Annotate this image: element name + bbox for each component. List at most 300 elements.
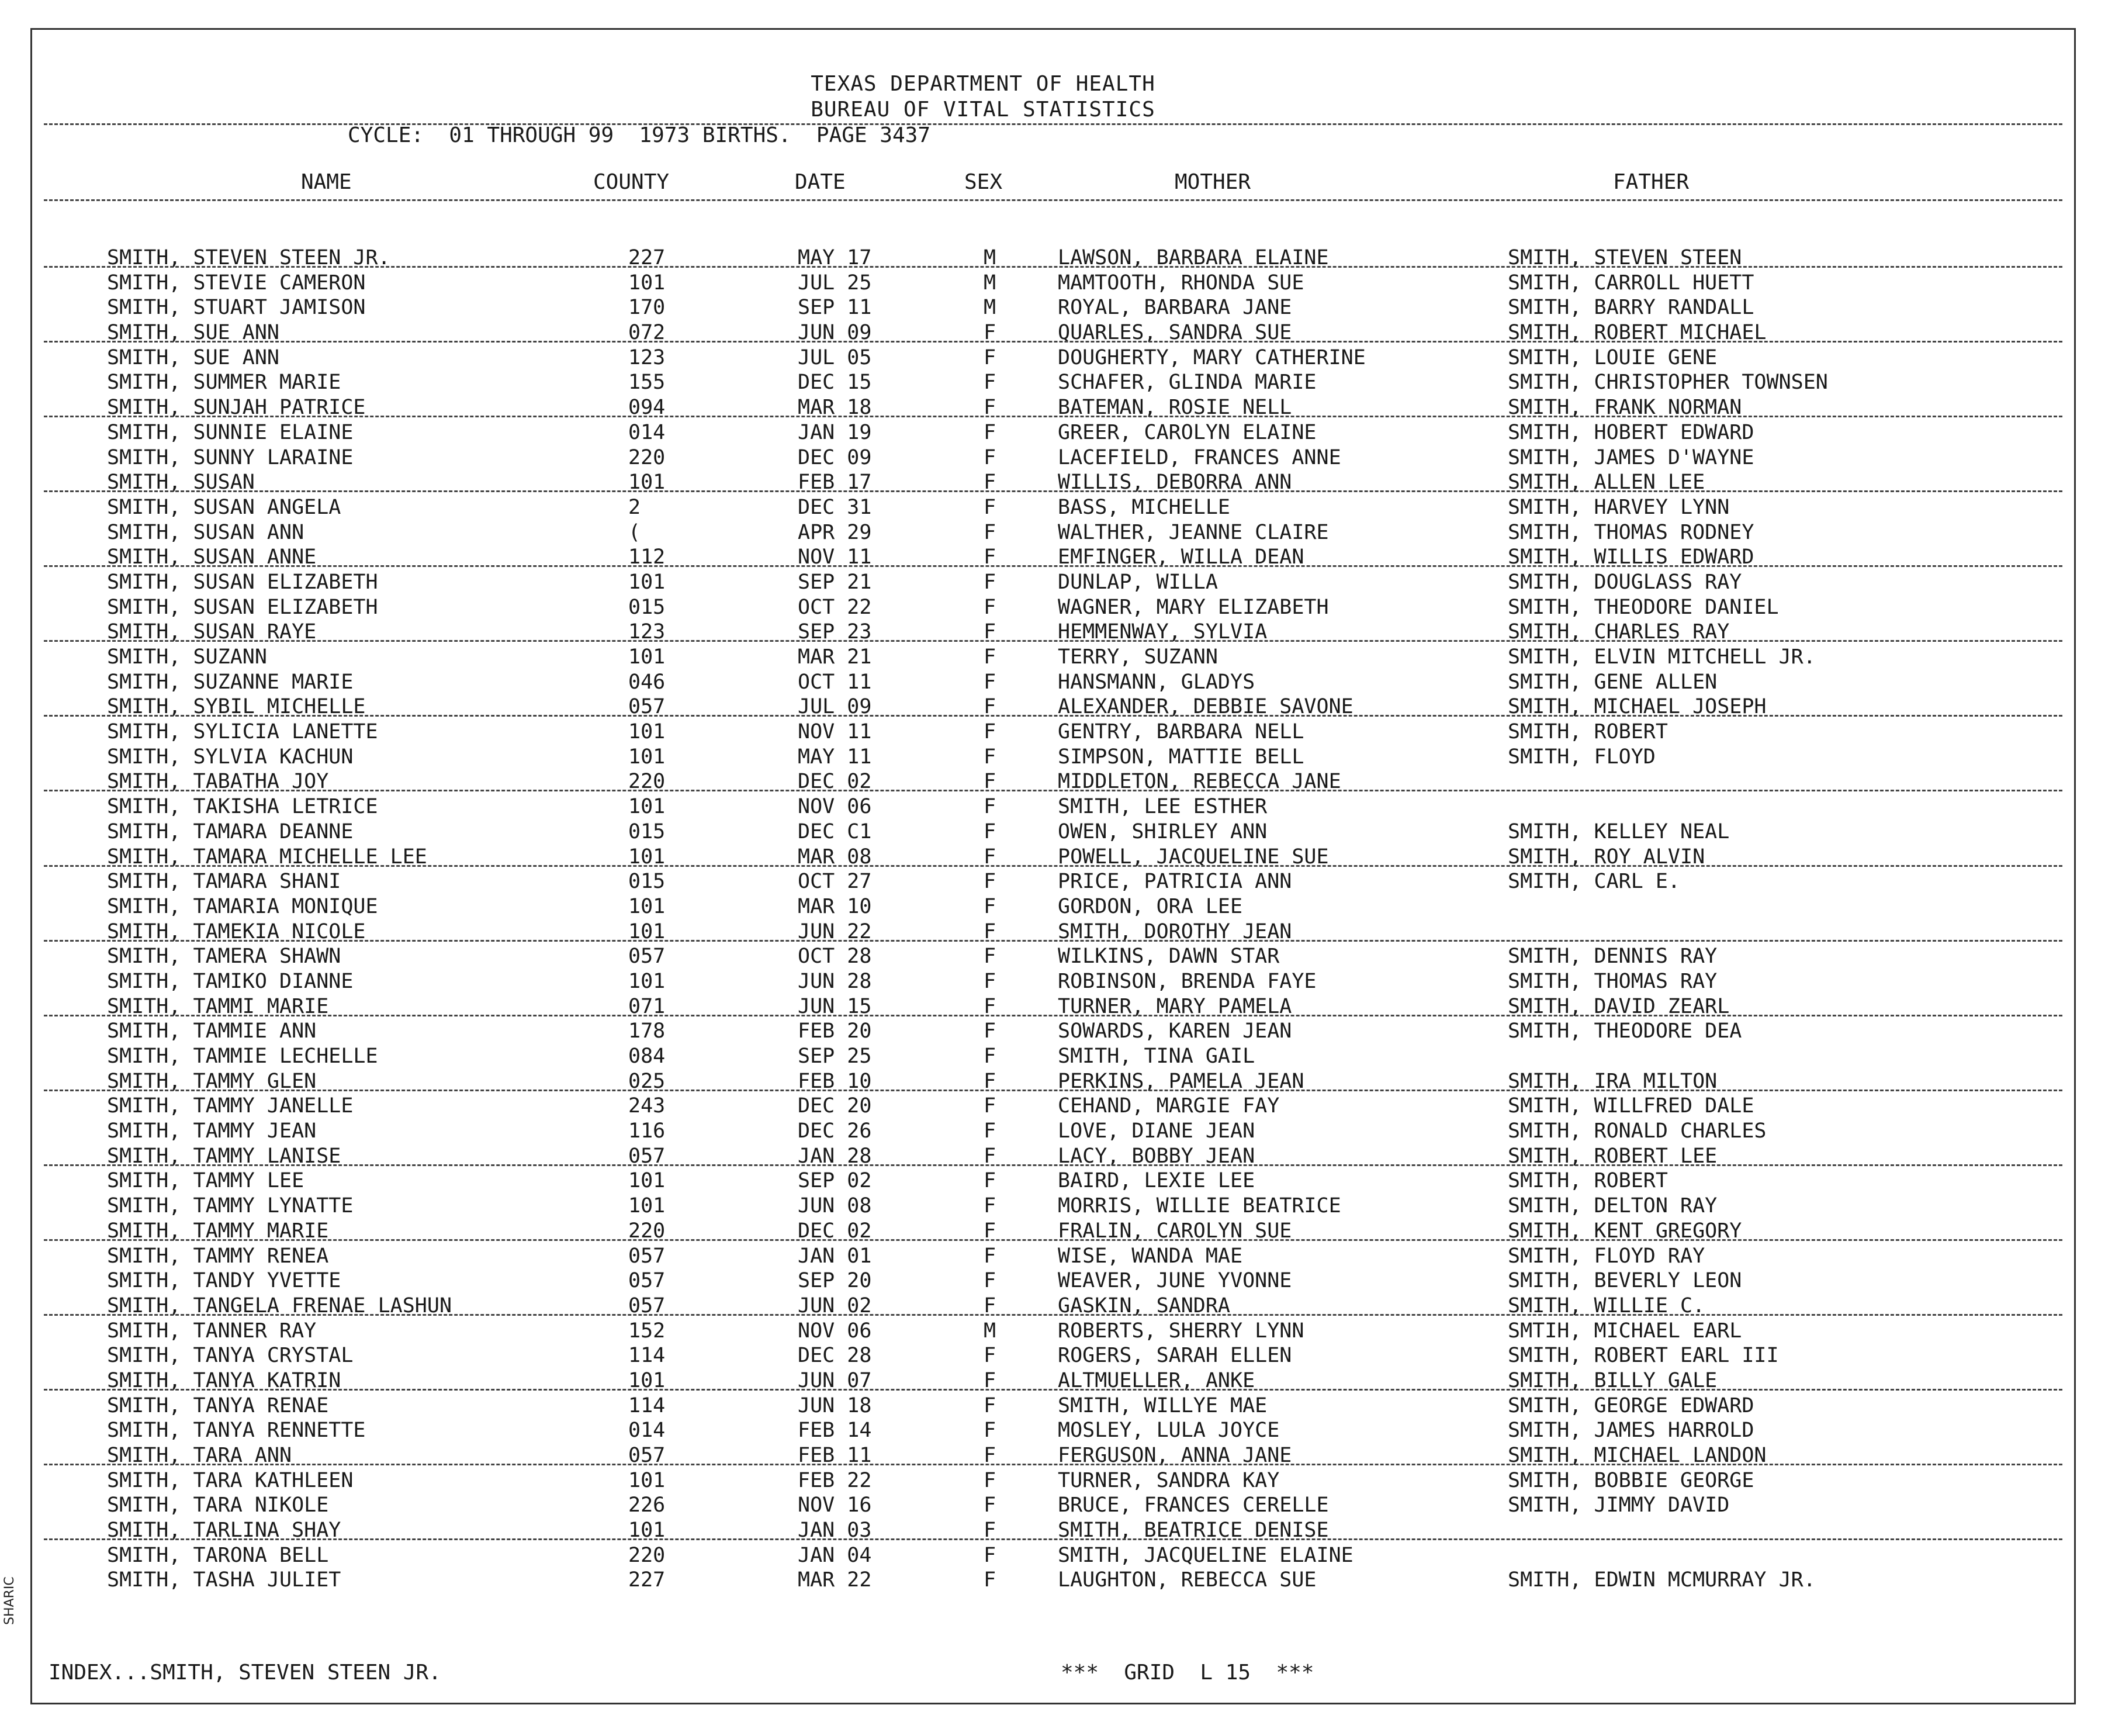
cell-date: FEB 20	[798, 1019, 872, 1043]
cell-sex: F	[984, 1419, 996, 1443]
cell-county: 101	[628, 570, 666, 594]
table-row	[32, 1294, 2074, 1319]
cell-father: SMITH, LOUIE GENE	[1508, 345, 1718, 369]
cell-name: SMITH, TAMERA SHAWN	[107, 945, 341, 969]
cell-mother: TURNER, MARY PAMELA	[1058, 994, 1292, 1018]
cell-mother: GREER, CAROLYN ELAINE	[1058, 420, 1317, 444]
cell-sex: F	[984, 595, 996, 619]
cell-sex: F	[984, 845, 996, 869]
cell-mother: CEHAND, MARGIE FAY	[1058, 1094, 1280, 1118]
cell-father: SMITH, FLOYD	[1508, 745, 1656, 769]
cell-sex: F	[984, 1194, 996, 1218]
table-row	[32, 1419, 2074, 1444]
table-row	[32, 271, 2074, 296]
cell-sex: F	[984, 495, 996, 519]
cell-date: JAN 03	[798, 1519, 872, 1543]
cell-mother: GASKIN, SANDRA	[1058, 1294, 1231, 1317]
cell-mother: MORRIS, WILLIE BEATRICE	[1058, 1194, 1341, 1218]
cell-father: SMITH, DAVID ZEARL	[1508, 994, 1730, 1018]
cell-date: JAN 01	[798, 1244, 872, 1268]
cell-name: SMITH, SUZANNE MARIE	[107, 670, 354, 694]
cell-mother: BASS, MICHELLE	[1058, 495, 1231, 519]
cell-sex: F	[984, 919, 996, 943]
cell-sex: F	[984, 1069, 996, 1093]
cell-mother: LAUGHTON, REBECCA SUE	[1058, 1568, 1317, 1592]
cell-county: (	[628, 520, 641, 544]
cell-father: SMITH, DENNIS RAY	[1508, 945, 1718, 969]
cell-date: NOV 06	[798, 1319, 872, 1343]
cell-name: SMITH, SUSAN ANN	[107, 520, 304, 544]
cell-county: 015	[628, 595, 666, 619]
cell-mother: FRALIN, CAROLYN SUE	[1058, 1219, 1292, 1243]
cell-sex: M	[984, 1319, 996, 1343]
cell-county: 155	[628, 371, 666, 395]
cell-mother: PRICE, PATRICIA ANN	[1058, 870, 1292, 894]
cell-sex: F	[984, 1368, 996, 1392]
cell-father: SMITH, WILLFRED DALE	[1508, 1094, 1754, 1118]
cell-mother: MIDDLETON, REBECCA JANE	[1058, 770, 1341, 794]
cell-name: SMITH, STUART JAMISON	[107, 296, 366, 320]
column-header-father: FATHER	[1613, 170, 1690, 194]
cell-date: FEB 14	[798, 1419, 872, 1443]
cell-date: NOV 06	[798, 795, 872, 819]
cell-father: SMITH, JAMES D'WAYNE	[1508, 445, 1754, 469]
cell-name: SMITH, TARA ANN	[107, 1444, 292, 1467]
cell-date: JUL 05	[798, 345, 872, 369]
cell-sex: F	[984, 870, 996, 894]
cell-father: SMITH, STEVEN STEEN	[1508, 246, 1742, 269]
record-sheet	[30, 28, 2076, 1704]
table-row	[32, 596, 2074, 621]
cell-sex: F	[984, 471, 996, 494]
cell-date: JAN 19	[798, 420, 872, 444]
cell-date: MAY 11	[798, 745, 872, 769]
cell-date: DEC 02	[798, 1219, 872, 1243]
cell-county: 101	[628, 1519, 666, 1543]
cell-sex: F	[984, 396, 996, 420]
cell-sex: F	[984, 1444, 996, 1467]
cell-date: JUL 09	[798, 695, 872, 719]
bureau-title: BUREAU OF VITAL STATISTICS	[811, 98, 1155, 122]
cell-county: 227	[628, 246, 666, 269]
table-row	[32, 870, 2074, 895]
table-row	[32, 1194, 2074, 1219]
cell-county: 101	[628, 795, 666, 819]
cell-county: 101	[628, 969, 666, 993]
cell-name: SMITH, TABATHA JOY	[107, 770, 329, 794]
cell-father: SMITH, BILLY GALE	[1508, 1368, 1718, 1392]
cycle-line: CYCLE: 01 THROUGH 99 1973 BIRTHS. PAGE 3437	[348, 123, 930, 147]
cell-name: SMITH, TARA NIKOLE	[107, 1493, 329, 1517]
cell-mother: PERKINS, PAMELA JEAN	[1058, 1069, 1304, 1093]
cell-mother: WALTHER, JEANNE CLAIRE	[1058, 520, 1329, 544]
cell-county: 114	[628, 1393, 666, 1417]
table-row	[32, 970, 2074, 995]
column-header-name: NAME	[301, 170, 352, 194]
cell-name: SMITH, SUSAN ELIZABETH	[107, 570, 378, 594]
table-row	[32, 795, 2074, 820]
cell-county: 057	[628, 1244, 666, 1268]
cell-name: SMITH, TAMARA SHANI	[107, 870, 341, 894]
cell-county: 116	[628, 1119, 666, 1143]
cell-date: FEB 10	[798, 1069, 872, 1093]
cell-date: MAY 17	[798, 246, 872, 269]
cell-mother: ROBERTS, SHERRY LYNN	[1058, 1319, 1304, 1343]
cell-county: 057	[628, 945, 666, 969]
cell-mother: BATEMAN, ROSIE NELL	[1058, 396, 1292, 420]
table-row	[32, 745, 2074, 770]
table-row	[32, 1019, 2074, 1045]
cell-sex: F	[984, 670, 996, 694]
cell-sex: F	[984, 1543, 996, 1567]
cell-date: SEP 20	[798, 1269, 872, 1293]
table-row	[32, 1269, 2074, 1294]
cell-county: 227	[628, 1568, 666, 1592]
cell-mother: LAWSON, BARBARA ELAINE	[1058, 246, 1329, 269]
cell-date: JUN 02	[798, 1294, 872, 1317]
cell-mother: SMITH, DOROTHY JEAN	[1058, 919, 1292, 943]
cell-father: SMITH, GENE ALLEN	[1508, 670, 1718, 694]
cell-county: 084	[628, 1045, 666, 1068]
table-row	[32, 820, 2074, 845]
cell-mother: TURNER, SANDRA KAY	[1058, 1468, 1280, 1492]
cell-sex: F	[984, 520, 996, 544]
table-row	[32, 695, 2074, 720]
table-row	[32, 1469, 2074, 1494]
cell-sex: F	[984, 1568, 996, 1592]
column-header-date: DATE	[795, 170, 846, 194]
cell-name: SMITH, TAMMY LEE	[107, 1169, 304, 1193]
cell-father: SMITH, KELLEY NEAL	[1508, 819, 1730, 843]
table-row	[32, 1094, 2074, 1119]
cell-date: JUN 08	[798, 1194, 872, 1218]
cell-mother: SMITH, BEATRICE DENISE	[1058, 1519, 1329, 1543]
cell-mother: WISE, WANDA MAE	[1058, 1244, 1243, 1268]
cell-name: SMITH, SYBIL MICHELLE	[107, 695, 366, 719]
table-row	[32, 920, 2074, 945]
cell-county: 101	[628, 1368, 666, 1392]
cell-sex: F	[984, 745, 996, 769]
cell-mother: WILKINS, DAWN STAR	[1058, 945, 1280, 969]
cell-name: SMITH, SUZANN	[107, 645, 267, 669]
cell-father: SMITH, EDWIN MCMURRAY JR.	[1508, 1568, 1816, 1592]
cell-name: SMITH, TAMARA DEANNE	[107, 819, 354, 843]
cell-name: SMITH, SUE ANN	[107, 321, 280, 345]
table-row	[32, 246, 2074, 271]
cell-mother: ROGERS, SARAH ELLEN	[1058, 1344, 1292, 1368]
cell-mother: WEAVER, JUNE YVONNE	[1058, 1269, 1292, 1293]
cell-sex: F	[984, 1393, 996, 1417]
table-row	[32, 296, 2074, 321]
cell-sex: F	[984, 445, 996, 469]
table-row	[32, 1544, 2074, 1569]
cell-date: JUN 18	[798, 1393, 872, 1417]
cell-name: SMITH, TAMARA MICHELLE LEE	[107, 845, 427, 869]
cell-sex: F	[984, 1169, 996, 1193]
table-row	[32, 1319, 2074, 1344]
cell-name: SMITH, TAMMY JANELLE	[107, 1094, 354, 1118]
cell-father: SMITH, ROBERT LEE	[1508, 1144, 1718, 1168]
cell-father: SMITH, DELTON RAY	[1508, 1194, 1718, 1218]
cell-name: SMITH, TARONA BELL	[107, 1543, 329, 1567]
cell-county: 014	[628, 420, 666, 444]
cell-date: FEB 17	[798, 471, 872, 494]
cell-sex: F	[984, 1519, 996, 1543]
cell-date: DEC 09	[798, 445, 872, 469]
cell-date: JUN 22	[798, 919, 872, 943]
cell-father: SMITH, THEODORE DANIEL	[1508, 595, 1779, 619]
column-header-mother: MOTHER	[1175, 170, 1251, 194]
cell-father: SMITH, DOUGLASS RAY	[1508, 570, 1742, 594]
cell-mother: WAGNER, MARY ELIZABETH	[1058, 595, 1329, 619]
cell-date: MAR 22	[798, 1568, 872, 1592]
margin-tag: SHARIC	[2, 1576, 17, 1625]
cell-county: 057	[628, 695, 666, 719]
cell-father: SMITH, ROY ALVIN	[1508, 845, 1705, 869]
cell-name: SMITH, TANYA RENNETTE	[107, 1419, 366, 1443]
cell-date: JUL 25	[798, 271, 872, 295]
cell-name: SMITH, SYLICIA LANETTE	[107, 720, 378, 744]
cell-date: OCT 11	[798, 670, 872, 694]
cell-county: 015	[628, 819, 666, 843]
cell-county: 114	[628, 1344, 666, 1368]
cell-name: SMITH, TAMARIA MONIQUE	[107, 894, 378, 918]
cell-mother: BRUCE, FRANCES CERELLE	[1058, 1493, 1329, 1517]
table-row	[32, 346, 2074, 371]
cell-father: SMITH, RONALD CHARLES	[1508, 1119, 1767, 1143]
cell-name: SMITH, TANNER RAY	[107, 1319, 317, 1343]
cell-sex: F	[984, 1144, 996, 1168]
cell-date: SEP 25	[798, 1045, 872, 1068]
department-title: TEXAS DEPARTMENT OF HEALTH	[811, 72, 1155, 96]
cell-mother: LACEFIELD, FRANCES ANNE	[1058, 445, 1341, 469]
cell-father: SMITH, BARRY RANDALL	[1508, 296, 1754, 320]
cell-father: SMITH, IRA MILTON	[1508, 1069, 1718, 1093]
table-row	[32, 995, 2074, 1020]
cell-father: SMITH, THOMAS RODNEY	[1508, 520, 1754, 544]
cell-date: JAN 28	[798, 1144, 872, 1168]
cell-mother: OWEN, SHIRLEY ANN	[1058, 819, 1268, 843]
cell-mother: ALTMUELLER, ANKE	[1058, 1368, 1255, 1392]
cell-date: SEP 21	[798, 570, 872, 594]
table-row	[32, 1219, 2074, 1244]
cell-name: SMITH, TAMMY LYNATTE	[107, 1194, 354, 1218]
cell-father: SMITH, CHARLES RAY	[1508, 620, 1730, 644]
cell-county: 101	[628, 845, 666, 869]
cell-date: FEB 11	[798, 1444, 872, 1467]
cell-sex: F	[984, 1294, 996, 1317]
cell-mother: TERRY, SUZANN	[1058, 645, 1218, 669]
cell-name: SMITH, SUNNY LARAINE	[107, 445, 354, 469]
cell-date: NOV 11	[798, 545, 872, 569]
cell-name: SMITH, SUMMER MARIE	[107, 371, 341, 395]
cell-father: SMITH, FLOYD RAY	[1508, 1244, 1705, 1268]
cell-mother: ROYAL, BARBARA JANE	[1058, 296, 1292, 320]
cell-sex: F	[984, 994, 996, 1018]
cell-county: 220	[628, 770, 666, 794]
cell-name: SMITH, TAMIKO DIANNE	[107, 969, 354, 993]
cell-date: MAR 21	[798, 645, 872, 669]
cell-sex: F	[984, 894, 996, 918]
cell-sex: F	[984, 819, 996, 843]
table-row	[32, 670, 2074, 696]
column-header-sex: SEX	[964, 170, 1003, 194]
cell-name: SMITH, TAMMIE ANN	[107, 1019, 317, 1043]
table-row	[32, 1119, 2074, 1144]
cell-name: SMITH, TARA KATHLEEN	[107, 1468, 354, 1492]
column-header-county: COUNTY	[593, 170, 670, 194]
cell-mother: DUNLAP, WILLA	[1058, 570, 1218, 594]
table-row	[32, 770, 2074, 795]
cell-mother: SMITH, WILLYE MAE	[1058, 1393, 1268, 1417]
cell-father: SMITH, CHRISTOPHER TOWNSEN	[1508, 371, 1828, 395]
cell-name: SMITH, TANDY YVETTE	[107, 1269, 341, 1293]
cell-county: 071	[628, 994, 666, 1018]
cell-name: SMITH, SUSAN RAYE	[107, 620, 317, 644]
cell-name: SMITH, TANYA CRYSTAL	[107, 1344, 354, 1368]
table-row	[32, 720, 2074, 745]
cell-sex: F	[984, 1119, 996, 1143]
cell-county: 243	[628, 1094, 666, 1118]
table-row	[32, 895, 2074, 920]
cell-mother: SIMPSON, MATTIE BELL	[1058, 745, 1304, 769]
cell-sex: F	[984, 371, 996, 395]
cell-county: 220	[628, 445, 666, 469]
cell-date: DEC 26	[798, 1119, 872, 1143]
cell-sex: F	[984, 1219, 996, 1243]
cell-father: SMITH, ELVIN MITCHELL JR.	[1508, 645, 1816, 669]
cell-father: SMITH, JAMES HARROLD	[1508, 1419, 1754, 1443]
cell-sex: F	[984, 770, 996, 794]
table-row	[32, 396, 2074, 421]
table-row	[32, 1070, 2074, 1095]
cell-father: SMITH, ROBERT EARL III	[1508, 1344, 1779, 1368]
cell-name: SMITH, TAMMY JEAN	[107, 1119, 317, 1143]
cell-sex: F	[984, 420, 996, 444]
cell-name: SMITH, SUSAN	[107, 471, 255, 494]
cell-county: 101	[628, 271, 666, 295]
cell-county: 014	[628, 1419, 666, 1443]
cell-father: SMITH, BEVERLY LEON	[1508, 1269, 1742, 1293]
cell-sex: F	[984, 321, 996, 345]
cell-name: SMITH, TAMMY GLEN	[107, 1069, 317, 1093]
cell-date: APR 29	[798, 520, 872, 544]
cell-name: SMITH, TASHA JULIET	[107, 1568, 341, 1592]
table-row	[32, 321, 2074, 346]
cell-county: 025	[628, 1069, 666, 1093]
table-row	[32, 1169, 2074, 1194]
cell-date: SEP 11	[798, 296, 872, 320]
cell-date: JUN 07	[798, 1368, 872, 1392]
cell-name: SMITH, SYLVIA KACHUN	[107, 745, 354, 769]
cell-date: DEC 28	[798, 1344, 872, 1368]
cell-county: 112	[628, 545, 666, 569]
cell-father: SMITH, ROBERT	[1508, 720, 1668, 744]
cell-county: 101	[628, 894, 666, 918]
cell-date: DEC C1	[798, 819, 872, 843]
cell-name: SMITH, TAMMY LANISE	[107, 1144, 341, 1168]
cell-county: 123	[628, 345, 666, 369]
cell-mother: ROBINSON, BRENDA FAYE	[1058, 969, 1317, 993]
cell-county: 057	[628, 1144, 666, 1168]
cell-name: SMITH, SUNJAH PATRICE	[107, 396, 366, 420]
cell-name: SMITH, STEVIE CAMERON	[107, 271, 366, 295]
cell-county: 152	[628, 1319, 666, 1343]
cell-date: MAR 10	[798, 894, 872, 918]
cell-name: SMITH, SUE ANN	[107, 345, 280, 369]
cell-father: SMITH, MICHAEL LANDON	[1508, 1444, 1767, 1467]
table-row	[32, 945, 2074, 970]
cell-name: SMITH, TAKISHA LETRICE	[107, 795, 378, 819]
table-row	[32, 496, 2074, 521]
cell-name: SMITH, STEVEN STEEN JR.	[107, 246, 390, 269]
cell-sex: F	[984, 620, 996, 644]
cell-county: 101	[628, 1194, 666, 1218]
index-footer: INDEX...SMITH, STEVEN STEEN JR.	[49, 1661, 441, 1685]
cell-county: 057	[628, 1269, 666, 1293]
cell-mother: SCHAFER, GLINDA MARIE	[1058, 371, 1317, 395]
cell-county: 101	[628, 919, 666, 943]
cell-sex: F	[984, 795, 996, 819]
cell-name: SMITH, SUNNIE ELAINE	[107, 420, 354, 444]
cell-county: 101	[628, 1169, 666, 1193]
cell-father: SMITH, KENT GREGORY	[1508, 1219, 1742, 1243]
table-row	[32, 545, 2074, 570]
cell-name: SMITH, TANYA KATRIN	[107, 1368, 341, 1392]
cell-sex: M	[984, 271, 996, 295]
table-row	[32, 1519, 2074, 1544]
cell-father: SMITH, THEODORE DEA	[1508, 1019, 1742, 1043]
grid-footer: *** GRID L 15 ***	[1061, 1661, 1314, 1685]
cell-sex: F	[984, 345, 996, 369]
table-row	[32, 371, 2074, 396]
cell-mother: SMITH, TINA GAIL	[1058, 1045, 1255, 1068]
cell-sex: F	[984, 1493, 996, 1517]
cell-name: SMITH, SUSAN ANGELA	[107, 495, 341, 519]
cell-name: SMITH, SUSAN ELIZABETH	[107, 595, 378, 619]
cell-date: JAN 04	[798, 1543, 872, 1567]
cell-father: SMITH, MICHAEL JOSEPH	[1508, 695, 1767, 719]
cell-name: SMITH, TAMMIE LECHELLE	[107, 1045, 378, 1068]
cell-date: MAR 08	[798, 845, 872, 869]
cell-father: SMITH, CARL E.	[1508, 870, 1681, 894]
cell-county: 2	[628, 495, 641, 519]
cell-father: SMITH, HARVEY LYNN	[1508, 495, 1730, 519]
cell-mother: DOUGHERTY, MARY CATHERINE	[1058, 345, 1366, 369]
cell-sex: F	[984, 1244, 996, 1268]
cell-sex: M	[984, 296, 996, 320]
cell-father: SMITH, CARROLL HUETT	[1508, 271, 1754, 295]
cell-mother: ALEXANDER, DEBBIE SAVONE	[1058, 695, 1353, 719]
table-row	[32, 1444, 2074, 1469]
cell-name: SMITH, SUSAN ANNE	[107, 545, 317, 569]
cell-county: 057	[628, 1444, 666, 1467]
cell-date: DEC 02	[798, 770, 872, 794]
cell-mother: BAIRD, LEXIE LEE	[1058, 1169, 1255, 1193]
cell-county: 057	[628, 1294, 666, 1317]
cell-mother: FERGUSON, ANNA JANE	[1058, 1444, 1292, 1467]
table-row	[32, 1144, 2074, 1170]
cell-date: NOV 16	[798, 1493, 872, 1517]
cell-mother: MOSLEY, LULA JOYCE	[1058, 1419, 1280, 1443]
cell-sex: F	[984, 1468, 996, 1492]
cell-county: 226	[628, 1493, 666, 1517]
cell-mother: HEMMENWAY, SYLVIA	[1058, 620, 1268, 644]
cell-date: OCT 27	[798, 870, 872, 894]
cell-county: 046	[628, 670, 666, 694]
cell-sex: F	[984, 1344, 996, 1368]
cell-sex: F	[984, 1045, 996, 1068]
